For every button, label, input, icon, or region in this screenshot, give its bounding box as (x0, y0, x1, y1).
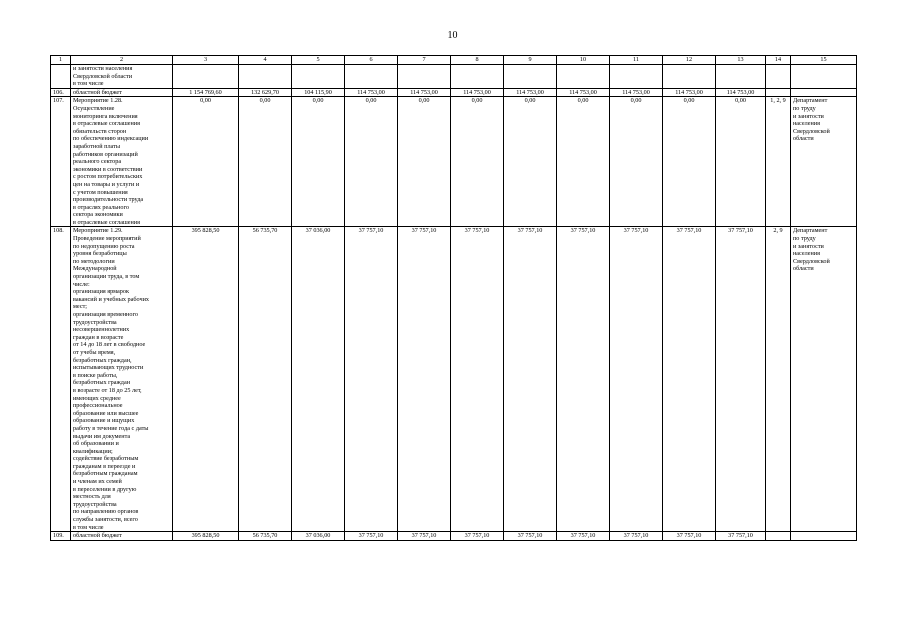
value-cell: 114 753,00 (451, 88, 504, 97)
text-line: организации труда, в том (73, 273, 140, 281)
header-cell: 13 (716, 56, 766, 65)
value-cell (791, 65, 857, 89)
text-line: по труду (793, 104, 816, 112)
value-cell: 1 154 769,60 (173, 88, 239, 97)
text-line: в том числе (73, 523, 104, 531)
header-cell: 2 (71, 56, 173, 65)
value-cell: 37 036,00 (292, 532, 345, 541)
value-cell: 0,00 (345, 97, 398, 227)
value-cell (398, 65, 451, 89)
text-line: производительности труда (73, 196, 144, 204)
text-line: Департамент (793, 97, 828, 105)
text-line: трудоустройства (73, 500, 117, 508)
text-line: по методологии (73, 257, 115, 265)
value-cell: 104 115,90 (292, 88, 345, 97)
text-line: образование и ищущих (73, 417, 135, 425)
value-cell: 37 757,10 (398, 532, 451, 541)
table-row-continuation (51, 65, 857, 89)
text-line: в поиске работы, (73, 371, 118, 379)
value-cell (451, 65, 504, 89)
executor (791, 97, 857, 227)
text-line: мониторинга включения (73, 112, 138, 120)
executor (791, 88, 857, 97)
item-name: областной бюджет (71, 532, 173, 541)
row-number: 106. (51, 88, 71, 97)
item-name (71, 97, 173, 227)
text-line: гражданам в переезде и (73, 462, 136, 470)
value-cell (766, 65, 791, 89)
value-cell: 0,00 (663, 97, 716, 227)
text-line: работников организаций (73, 150, 138, 158)
text-line: профессиональное (73, 402, 123, 410)
value-cell: 114 753,00 (610, 88, 663, 97)
text-line: Международной (73, 265, 117, 273)
value-cell: 37 757,10 (557, 532, 610, 541)
text-line: сектора экономики (73, 211, 123, 219)
text-line: числе: (73, 280, 90, 288)
value-cell: 114 753,00 (345, 88, 398, 97)
text-line: Мероприятие 1.29. (73, 227, 123, 235)
text-line: населения (793, 120, 820, 128)
text-line: Проведение мероприятий (73, 235, 141, 243)
value-cell (345, 65, 398, 89)
text-line: образование или высшее (73, 409, 139, 417)
value-cell: 114 753,00 (398, 88, 451, 97)
text-line: Мероприятие 1.28. (73, 97, 123, 105)
text-line: безработных граждан, (73, 356, 132, 364)
header-cell: 6 (345, 56, 398, 65)
header-row (51, 56, 857, 65)
text-line: Департамент (793, 227, 828, 235)
item-name (71, 227, 173, 532)
value-cell (504, 65, 557, 89)
value-cell: 37 757,10 (663, 532, 716, 541)
target-code (766, 88, 791, 97)
value-cell: 114 753,00 (716, 88, 766, 97)
text-line: Свердловской (793, 257, 830, 265)
header-cell: 4 (239, 56, 292, 65)
text-line: трудоустройства (73, 318, 117, 326)
value-cell: 37 757,10 (663, 227, 716, 532)
text-line: и занятости (793, 112, 824, 120)
header-cell: 3 (173, 56, 239, 65)
text-line: службы занятости, всего (73, 516, 138, 524)
value-cell: 37 757,10 (345, 532, 398, 541)
header-cell: 5 (292, 56, 345, 65)
value-cell: 37 757,10 (504, 227, 557, 532)
value-cell: 37 757,10 (610, 227, 663, 532)
value-cell: 132 629,70 (239, 88, 292, 97)
value-cell: 37 757,10 (451, 532, 504, 541)
text-line: организация временного (73, 311, 138, 318)
row-number: 107. (51, 97, 71, 227)
table-row-107 (51, 97, 857, 227)
text-line: экономики в соответствии (73, 165, 143, 173)
header-cell: 7 (398, 56, 451, 65)
value-cell: 0,00 (610, 97, 663, 227)
value-cell (716, 65, 766, 89)
text-line: по недопущению роста (73, 242, 135, 250)
value-cell: 37 757,10 (557, 227, 610, 532)
text-line: несовершеннолетних (73, 326, 130, 334)
text-line: в возрасте от 18 до 25 лет, (73, 386, 142, 394)
executor (791, 227, 857, 532)
header-cell: 15 (791, 56, 857, 65)
text-line: уровня безработицы (73, 250, 127, 258)
value-cell (557, 65, 610, 89)
text-line: в отраслевые соглашения (73, 218, 140, 226)
text-line: Свердловской области (73, 72, 133, 80)
value-cell (292, 65, 345, 89)
text-line: в том числе (73, 80, 104, 88)
text-line: в отраслевые соглашения (73, 120, 140, 128)
value-cell: 0,00 (504, 97, 557, 227)
text-line: об образовании и (73, 440, 119, 448)
value-cell: 0,00 (451, 97, 504, 227)
value-cell: 0,00 (398, 97, 451, 227)
table-body (51, 56, 857, 541)
text-line: цен на товары и услуги и (73, 180, 140, 188)
text-line: области (793, 265, 814, 273)
text-line: местность для (73, 493, 111, 501)
text-line: работу в течение года с даты (73, 424, 149, 432)
text-line: и занятости (793, 242, 824, 250)
value-cell: 56 735,70 (239, 532, 292, 541)
text-line: от 14 до 18 лет в свободное (73, 341, 146, 349)
text-line: и занятости населения (73, 65, 133, 72)
text-line: в отраслях реального (73, 203, 129, 211)
header-cell: 10 (557, 56, 610, 65)
executor (791, 532, 857, 541)
value-cell (610, 65, 663, 89)
page-number: 10 (447, 30, 458, 41)
text-line: Свердловской (793, 127, 830, 135)
text-line: заработной платы (73, 142, 121, 150)
value-cell: 37 757,10 (398, 227, 451, 532)
value-cell: 0,00 (239, 97, 292, 227)
text-line: от учебы время, (73, 348, 116, 356)
text-line: содействие безработным (73, 455, 139, 463)
target-code: 1, 2, 9 (766, 97, 791, 227)
header-cell: 1 (51, 56, 71, 65)
value-cell: 37 757,10 (610, 532, 663, 541)
value-cell: 56 735,70 (239, 227, 292, 532)
text-line: и членам их семей (73, 478, 122, 486)
target-code (766, 532, 791, 541)
text-line: безработным гражданам (73, 470, 138, 478)
text-line: безработных граждан (73, 379, 131, 387)
value-cell: 114 753,00 (557, 88, 610, 97)
value-cell: 0,00 (292, 97, 345, 227)
value-cell: 114 753,00 (663, 88, 716, 97)
budget-table (50, 55, 857, 541)
header-cell: 11 (610, 56, 663, 65)
value-cell: 0,00 (716, 97, 766, 227)
text-line: мест; (73, 303, 87, 311)
header-cell: 14 (766, 56, 791, 65)
value-cell: 0,00 (557, 97, 610, 227)
value-cell: 37 757,10 (345, 227, 398, 532)
value-cell: 37 036,00 (292, 227, 345, 532)
table-row-108 (51, 227, 857, 532)
text-line: с учетом повышения (73, 188, 128, 196)
text-line: обязательств сторон (73, 127, 127, 135)
text-line: выдачи им документа (73, 432, 131, 440)
item-name (71, 65, 173, 89)
row-number (51, 65, 71, 89)
value-cell: 114 753,00 (504, 88, 557, 97)
target-code: 2, 9 (766, 227, 791, 532)
text-line: населения (793, 250, 820, 258)
text-line: квалификации; (73, 447, 113, 455)
value-cell: 395 828,50 (173, 227, 239, 532)
header-cell: 8 (451, 56, 504, 65)
value-cell: 37 757,10 (451, 227, 504, 532)
value-cell: 0,00 (173, 97, 239, 227)
row-number: 108. (51, 227, 71, 532)
text-line: в переселении в другую (73, 485, 137, 493)
row-number: 109. (51, 532, 71, 541)
text-line: испытывающих трудности (73, 364, 144, 372)
value-cell (173, 65, 239, 89)
table-row-106 (51, 88, 857, 97)
value-cell: 37 757,10 (716, 227, 766, 532)
text-line: вакансий и учебных рабочих (73, 295, 149, 303)
header-cell: 12 (663, 56, 716, 65)
text-line: области (793, 135, 814, 143)
item-name: областной бюджет (71, 88, 173, 97)
text-line: организация ярмарок (73, 288, 129, 296)
text-line: реального сектора (73, 158, 122, 166)
value-cell: 37 757,10 (716, 532, 766, 541)
text-line: с ростом потребительских (73, 173, 143, 181)
text-line: Осуществление (73, 104, 115, 112)
value-cell (663, 65, 716, 89)
header-cell: 9 (504, 56, 557, 65)
text-line: по направлению органов (73, 508, 139, 516)
text-line: по труду (793, 235, 816, 243)
text-line: имеющих среднее (73, 394, 121, 402)
value-cell (239, 65, 292, 89)
text-line: по обеспечению индексации (73, 135, 149, 143)
table-row-109 (51, 532, 857, 541)
value-cell: 37 757,10 (504, 532, 557, 541)
value-cell: 395 828,50 (173, 532, 239, 541)
text-line: граждан в возрасте (73, 333, 124, 341)
